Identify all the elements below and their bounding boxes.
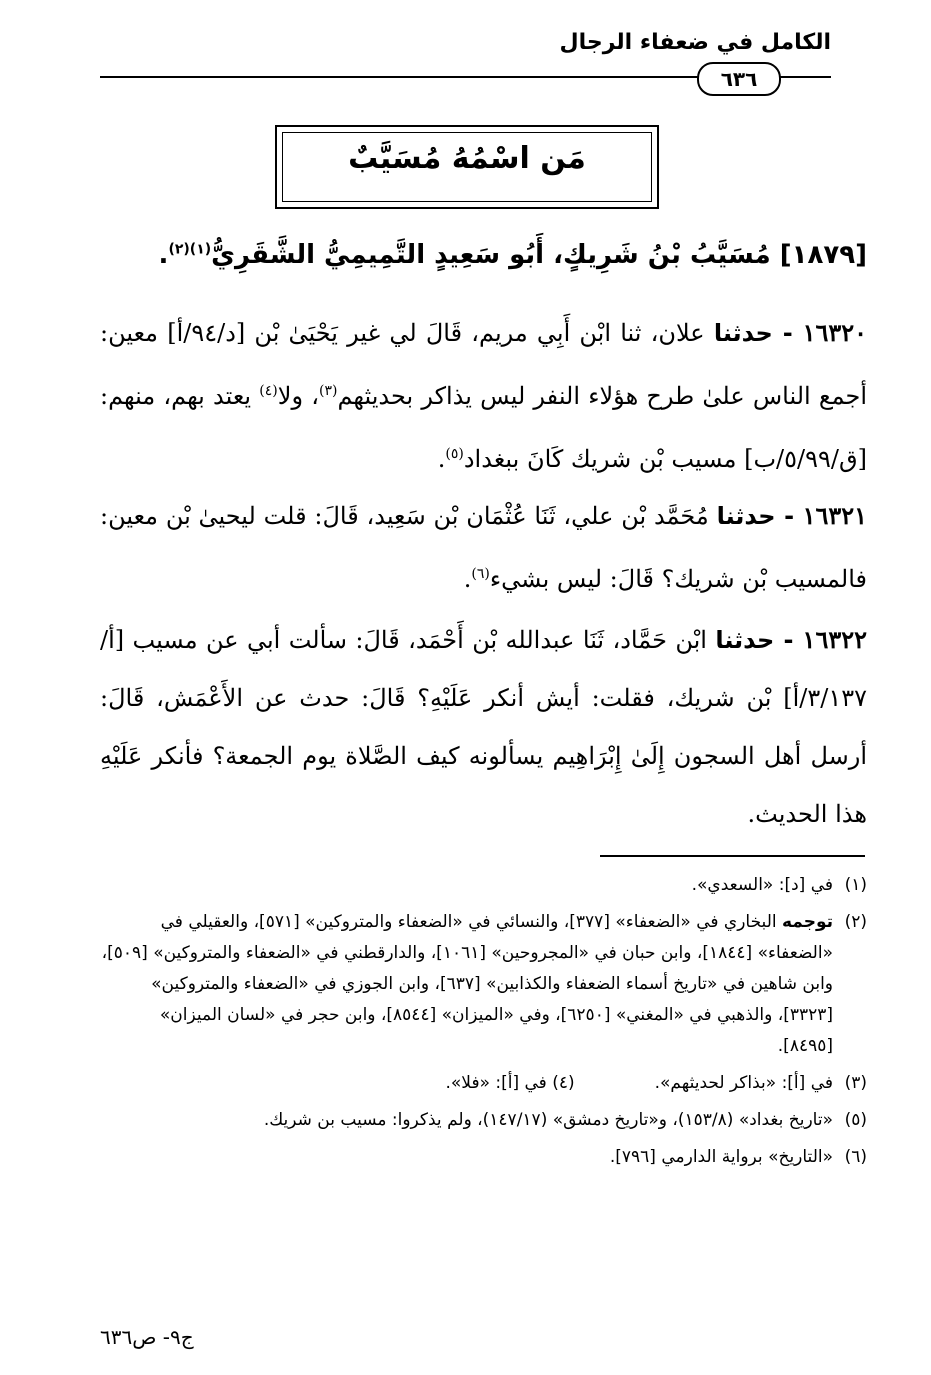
footnote-text: في [أ]: «بذاكر لحديثهم». xyxy=(654,1073,833,1093)
footnote-label: (٤) xyxy=(552,1073,575,1093)
hadith-number: ١٦٣٢٠ xyxy=(802,318,868,347)
entry-number: [١٨٧٩] xyxy=(779,240,867,270)
hadith-lead: حدثنا xyxy=(715,626,775,654)
hadith-text-end: . xyxy=(463,565,472,593)
footnote-label: (٦) xyxy=(844,1147,867,1167)
hadith-dash: - xyxy=(775,502,803,530)
hadith-text: مُحَمَّد بْن علي، ثَنَا عُثْمَان بْن سَعِيد، قَالَ: قلت ليحيىٰ بْن معين: فالمسيب بْن شريك؟ قَالَ: ليس بشيء xyxy=(100,502,867,593)
hadith-16320 xyxy=(100,304,867,488)
footnotes-3-4 xyxy=(100,1068,867,1099)
footnote-ref-3: (٣) xyxy=(318,383,338,399)
footnote-ref-6: (٦) xyxy=(471,566,490,582)
entry-heading xyxy=(40,240,867,270)
footnote-ref-4: (٤) xyxy=(259,383,278,399)
footnote-6 xyxy=(100,1142,867,1173)
entry-end: . xyxy=(158,240,169,270)
hadith-text: يعتد بهم، منهم: [ق/٥/٩٩/ب] مسيب بْن شريك كَانَ ببغداد xyxy=(100,382,867,473)
page-reference: ج٩- ص٦٣٦ xyxy=(100,1325,194,1349)
hadith-number: ١٦٣٢١ xyxy=(802,501,868,530)
footnote-text: «التاريخ» برواية الدارمي [٧٩٦]. xyxy=(609,1147,833,1167)
hadith-number: ١٦٣٢٢ xyxy=(802,625,867,654)
footnote-ref-5: (٥) xyxy=(445,446,464,462)
hadith-lead: حدثنا xyxy=(716,502,776,530)
hadith-16322 xyxy=(100,611,867,843)
section-title-frame xyxy=(275,125,659,209)
footnote-lead: توجمه xyxy=(782,912,833,932)
hadith-text: ابْن حَمَّاد، ثَنَا عبدالله بْن أَحْمَد، قَالَ: سألت أبي عن مسيب [أ/٣/١٣٧/أ] بْن شريك، فقلت: أيش أنكر عَلَيْهِ؟ قَالَ: حدث عن الأَعْمَش، قَالَ: أرسل أهل السجون إِلَىٰ إِبْرَاهِيم يسألونه كيف الصَّلاة يوم الجمعة؟ فأنكر عَلَيْهِ هذا الحديث. xyxy=(100,626,867,828)
hadith-text: علان، ثنا ابْن أَبِي مريم، قَالَ لي غير يَحْيَىٰ بْن [د/٩٤/أ] معين: أجمع الناس علىٰ طرح هؤلاء النفر ليس يذاكر بحديثهم xyxy=(100,319,868,410)
footnote-label: (٣) xyxy=(844,1073,867,1093)
footnote-text: في [د]: «السعدي». xyxy=(691,875,833,895)
footnote-3 xyxy=(655,1068,867,1099)
hadith-text: ، ولا xyxy=(277,382,319,410)
footnote-1 xyxy=(100,870,867,901)
running-title: الكامل في ضعفاء الرجال xyxy=(559,30,831,55)
footnote-2 xyxy=(100,907,867,1062)
footnote-5 xyxy=(100,1105,867,1136)
entry-name: مُسَيَّبُ بْنُ شَرِيكٍ، أَبُو سَعِيدٍ التَّمِيمِيُّ الشَّقَرِيُّ xyxy=(211,240,771,270)
hadith-dash: - xyxy=(772,319,803,347)
footnote-4 xyxy=(446,1068,575,1099)
section-title: مَن اسْمُهُ مُسَيَّبٌ xyxy=(348,141,586,176)
hadith-16321 xyxy=(100,487,867,608)
hadith-lead: حدثنا xyxy=(713,319,773,347)
footnote-label: (٢) xyxy=(844,912,867,932)
page-number: ٦٣٦ xyxy=(697,62,781,96)
footnote-text: في [أ]: «فلا». xyxy=(445,1073,547,1093)
footnotes xyxy=(100,870,867,1179)
footnote-separator xyxy=(600,855,865,857)
hadith-text-end: . xyxy=(437,445,446,473)
entry-notes: (١)(٢) xyxy=(168,241,212,258)
footnote-text: البخاري في «الضعفاء» [٣٧٧]، والنسائي في «الضعفاء والمتروكين» [٥٧١]، والعقيلي في «الضعفاء» [١٨٤٤]، وابن حبان في «المجروحين» [١٠٦١]، والدارقطني في «الضعفاء والمتروكين» [٥٠٩]، وابن شاهين في «تاريخ أسماء الضعفاء والكذابين» [٦٣٧]، وابن الجوزي في «الضعفاء والمتروكين» [٣٣٢٣]، والذهبي في «المغني» [٦٢٥٠]، وفي «الميزان» [٨٥٤٤]، وابن حجر في «لسان الميزان» [٨٤٩٥]. xyxy=(101,912,833,1056)
hadith-dash: - xyxy=(774,626,803,654)
footnote-label: (١) xyxy=(844,875,867,895)
footnote-label: (٥) xyxy=(844,1110,867,1130)
footnote-text: «تاريخ بغداد» (١٥٣/٨)، و«تاريخ دمشق» (١٤٧/١٧)، ولم يذكروا: مسيب بن شريك. xyxy=(263,1110,833,1130)
